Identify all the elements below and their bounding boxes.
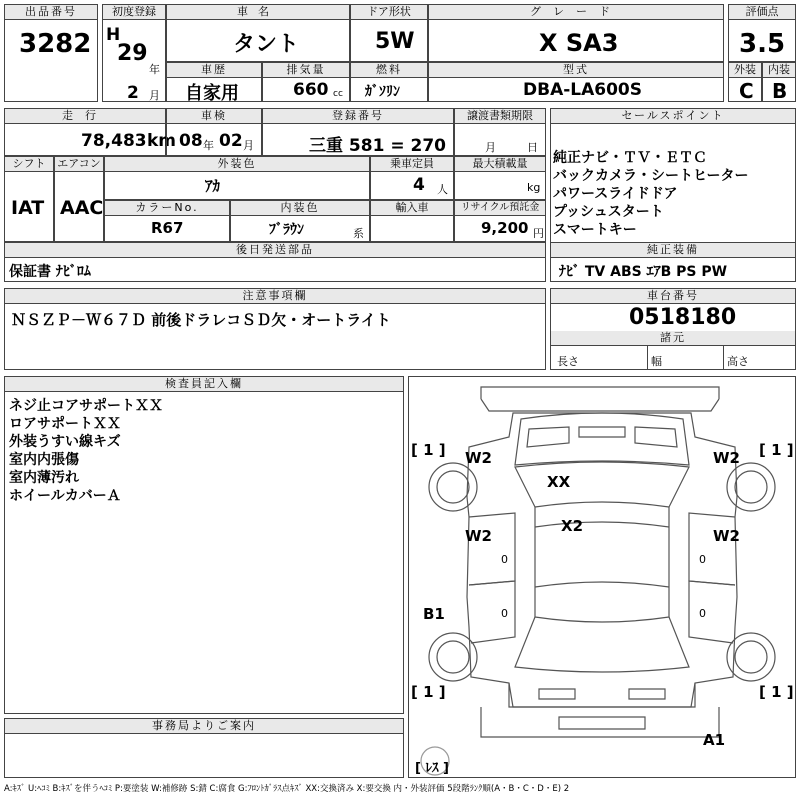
- plate-box: [262, 108, 454, 156]
- shift-box: [4, 156, 54, 242]
- year-unit: 年: [149, 63, 160, 76]
- cc-unit: cc: [333, 89, 343, 99]
- ext-color-label: 外装色: [105, 157, 369, 172]
- exterior-grade-value: C: [739, 79, 754, 103]
- score-box: [728, 4, 796, 62]
- int-color-box: [230, 200, 370, 242]
- aircon-box: [54, 156, 104, 242]
- mileage-box: [4, 108, 177, 156]
- mark-rear-left: B1: [423, 605, 445, 623]
- capacity-value: 4: [413, 175, 425, 195]
- import-box: [370, 200, 454, 242]
- inspection-year: 08: [179, 131, 203, 151]
- first-registration-month: 2: [127, 83, 139, 103]
- sales-point-item: パワースライドドア: [553, 186, 678, 202]
- import-label: 輸入車: [371, 201, 453, 216]
- sales-points-box: [550, 108, 796, 254]
- history-value: 自家用: [185, 83, 239, 104]
- sales-point-item: プッシュスタート: [553, 204, 664, 220]
- grade-value: X SA3: [539, 29, 619, 57]
- car-name-label: 車名: [167, 5, 349, 20]
- max-load-label: 最大積載量: [455, 157, 545, 172]
- int-color-label: 内装色: [231, 201, 369, 216]
- later-parts-value: 保証書 ﾅﾋﾞﾛﾑ: [9, 264, 91, 280]
- legend-text: A:ｷｽﾞ U:ﾍｺﾐ B:ｷｽﾞを伴うﾍｺﾐ P:要塗装 W:補修跡 S:錆 C:腐食 G:ﾌﾛﾝﾄｶﾞﾗｽ点ｷｽﾞ XX:交換済み X:要交換 内・外装評価 5段階ﾗﾝｸ順(A・B・C・D・E) 2: [4, 784, 570, 794]
- notes-box: [4, 288, 546, 370]
- history-box: [166, 62, 262, 102]
- int-color-value: ﾌﾞﾗｳﾝ: [269, 222, 304, 238]
- inspector-note: ネジ止コアサポートＸＸ: [9, 398, 163, 414]
- shift-label: シフト: [5, 157, 53, 172]
- score-label: 評価点: [729, 5, 795, 20]
- door-value: 5W: [375, 29, 415, 54]
- width-label: 幅: [651, 355, 662, 368]
- inspector-note: ホイールカバーＡ: [9, 488, 121, 504]
- inspector-note: 室内薄汚れ: [9, 470, 79, 486]
- transfer-day-label: 日: [527, 141, 538, 154]
- lot-number-label: 出品番号: [5, 5, 97, 20]
- sales-points-label: セールスポイント: [551, 109, 795, 124]
- sales-point-item: スマートキー: [553, 222, 637, 238]
- max-load-box: [454, 156, 546, 200]
- mileage-label: 走行: [5, 109, 165, 124]
- inspection-month: 02: [219, 131, 243, 151]
- lot-number-value: 3282: [19, 29, 92, 59]
- notes-value: ＮＳＺＰ－Ｗ６７Ｄ 前後ドラレコＳＤ欠・オートライト: [11, 311, 391, 329]
- tire-fl-grade: [ 1 ]: [411, 441, 446, 459]
- inspection-month-unit: 月: [243, 139, 254, 152]
- spare-tire-grade: [ ﾚｽ ]: [415, 761, 449, 776]
- car-name-box: [166, 4, 350, 62]
- mark-w2-rear-left: W2: [465, 527, 492, 545]
- first-registration-label: 初度登録: [103, 5, 165, 20]
- office-box: [4, 718, 404, 778]
- people-unit: 人: [437, 183, 448, 196]
- inspector-box: [4, 376, 404, 714]
- model-code-label: 型式: [429, 63, 723, 78]
- door-label: ドア形状: [351, 5, 427, 20]
- inspector-label: 検査員記入欄: [5, 377, 403, 392]
- car-outline-diagram: [409, 377, 795, 777]
- kg-unit: kg: [527, 181, 541, 194]
- genuine-equipment-box: [550, 242, 796, 282]
- inspection-label: 車検: [167, 109, 261, 124]
- later-parts-label: 後日発送部品: [5, 243, 545, 258]
- mark-w2-rear-right: W2: [713, 527, 740, 545]
- recycle-label: リサイクル預託金: [455, 201, 545, 216]
- grade-box: [428, 4, 724, 62]
- genuine-equipment-value: ﾅﾋﾞ TV ABS ｴｱB PS PW: [559, 264, 728, 280]
- aircon-label: エアコン: [55, 157, 103, 172]
- fuel-label: 燃料: [351, 63, 427, 78]
- exterior-grade-box: [728, 62, 762, 102]
- inspector-note: 外装うすい線キズ: [9, 434, 121, 450]
- recycle-box: [454, 200, 546, 242]
- grade-label: グレード: [429, 5, 723, 20]
- lot-number-box: [4, 4, 98, 102]
- mark-zero-2: 0: [699, 553, 706, 566]
- later-parts-box: [4, 242, 546, 282]
- damage-diagram-box: [408, 376, 796, 778]
- month-unit: 月: [149, 89, 160, 102]
- sales-point-item: 純正ナビ・ＴＶ・ＥＴＣ: [553, 150, 707, 166]
- shift-value: IAT: [11, 197, 45, 219]
- first-registration-year: 29: [117, 41, 148, 66]
- chassis-label: 車台番号: [551, 289, 795, 304]
- mark-hood: XX: [547, 473, 571, 491]
- score-value: 3.5: [739, 29, 786, 59]
- mark-roof: X2: [561, 517, 584, 535]
- inspection-year-unit: 年: [203, 139, 214, 152]
- transfer-deadline-box: [454, 108, 546, 156]
- aircon-value: AAC: [60, 197, 104, 219]
- ext-color-box: [104, 156, 370, 200]
- mark-rear-bumper: A1: [703, 731, 726, 749]
- model-code-box: [428, 62, 724, 102]
- fuel-value: ｶﾞｿﾘﾝ: [365, 84, 400, 100]
- inspector-note: 室内内張傷: [9, 452, 79, 468]
- inspection-box: [166, 108, 262, 156]
- transfer-deadline-label: 譲渡書類期限: [455, 109, 545, 124]
- first-registration-era: H: [106, 25, 121, 45]
- fuel-box: [350, 62, 428, 102]
- mark-zero-3: 0: [501, 607, 508, 620]
- color-no-box: [104, 200, 230, 242]
- model-code-value: DBA-LA600S: [523, 80, 642, 100]
- door-box: [350, 4, 428, 62]
- length-label: 長さ: [557, 355, 579, 368]
- history-label: 車歴: [167, 63, 261, 78]
- mileage-value: 78,483: [81, 131, 147, 151]
- office-label: 事務局よりご案内: [5, 719, 403, 734]
- tire-fr-grade: [ 1 ]: [759, 441, 794, 459]
- color-no-label: カラーNo.: [105, 201, 229, 216]
- kei-unit: 系: [353, 227, 364, 240]
- mark-zero-1: 0: [501, 553, 508, 566]
- sales-points-list: [553, 149, 748, 239]
- genuine-equipment-label: 純正装備: [551, 243, 795, 258]
- plate-value: 三重 581 = 270: [309, 136, 446, 156]
- interior-grade-box: [762, 62, 796, 102]
- sales-point-item: バックカメラ・シートヒーター: [553, 168, 749, 184]
- inspector-notes-list: [9, 397, 163, 505]
- displacement-value: 660: [293, 80, 329, 100]
- ext-color-value: ｱｶ: [205, 177, 221, 195]
- chassis-box: [550, 288, 796, 370]
- displacement-label: 排気量: [263, 63, 349, 78]
- notes-label: 注意事項欄: [5, 289, 545, 304]
- tire-rr-grade: [ 1 ]: [759, 683, 794, 701]
- inspector-note: ロアサポートＸＸ: [9, 416, 121, 432]
- chassis-value: 0518180: [629, 305, 737, 330]
- dimensions-label: 諸元: [551, 331, 795, 346]
- color-no-value: R67: [151, 219, 184, 237]
- exterior-grade-label: 外装: [729, 63, 761, 78]
- km-unit: km: [147, 131, 177, 151]
- transfer-month-label: 月: [485, 141, 496, 154]
- first-registration-box: [102, 4, 166, 102]
- capacity-label: 乗車定員: [371, 157, 453, 172]
- capacity-box: [370, 156, 454, 200]
- mark-w2-front-right: W2: [713, 449, 740, 467]
- plate-label: 登録番号: [263, 109, 453, 124]
- mark-zero-4: 0: [699, 607, 706, 620]
- interior-grade-label: 内装: [763, 63, 795, 78]
- interior-grade-value: B: [772, 79, 788, 103]
- displacement-box: [262, 62, 350, 102]
- tire-rl-grade: [ 1 ]: [411, 683, 446, 701]
- height-label: 高さ: [727, 355, 749, 368]
- mark-w2-front-left: W2: [465, 449, 492, 467]
- yen-unit: 円: [533, 227, 544, 240]
- car-name-value: タント: [233, 32, 300, 57]
- recycle-value: 9,200: [481, 219, 529, 237]
